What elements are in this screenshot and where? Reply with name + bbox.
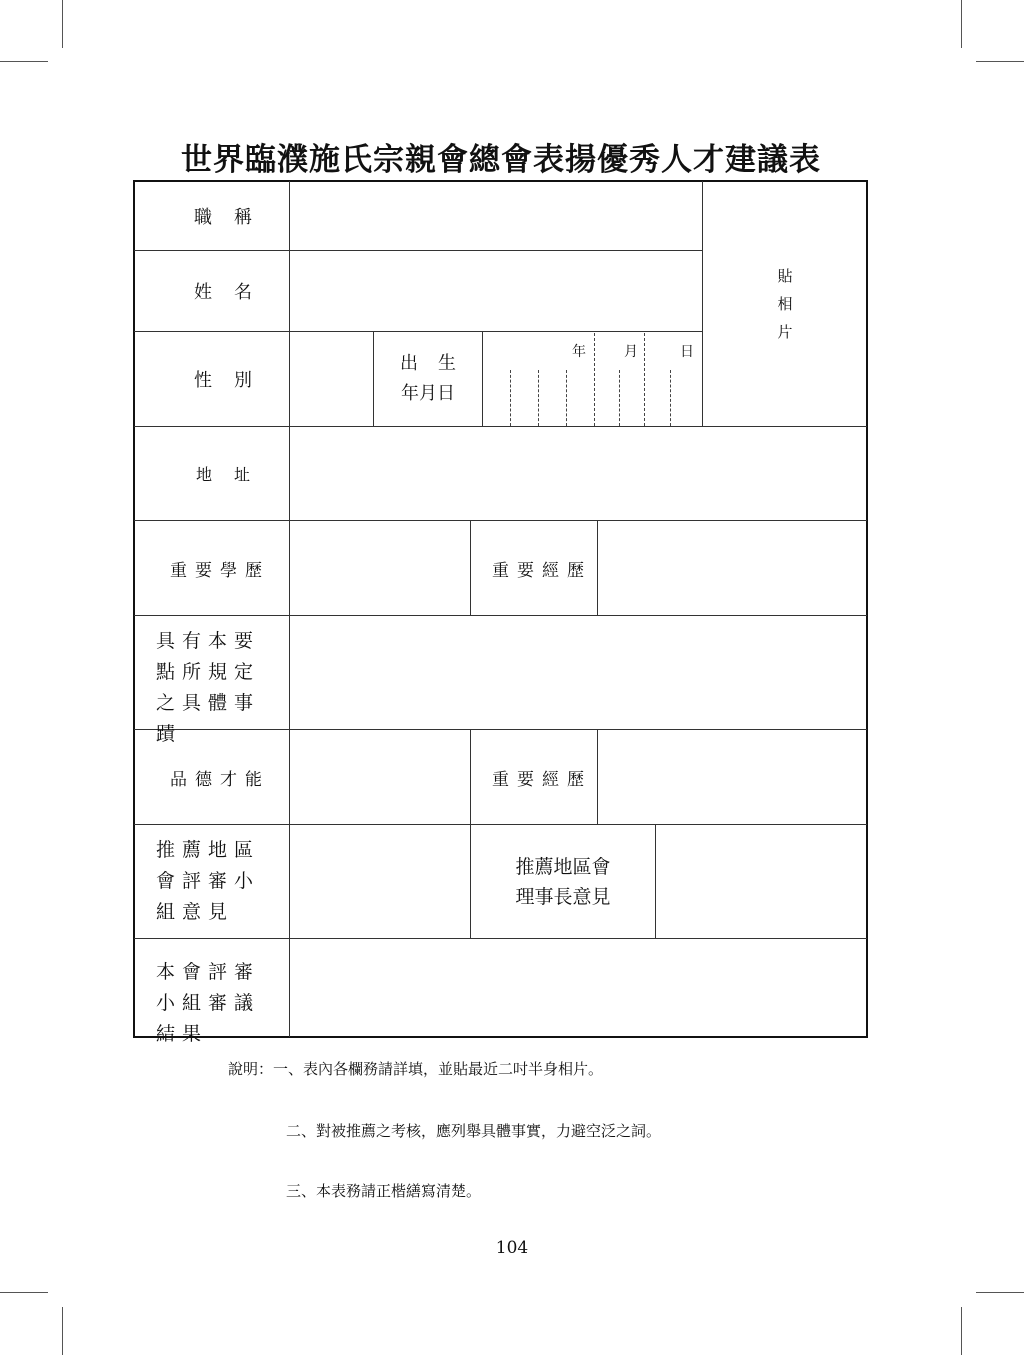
address-label: 地址 — [195, 465, 272, 484]
page-number: 104 — [495, 1238, 529, 1258]
gender-field[interactable] — [290, 332, 373, 426]
regional-chair-label-line2: 理事長意見 — [515, 885, 611, 908]
crop-mark — [62, 1307, 63, 1355]
character-label: 品德才能 — [170, 769, 270, 790]
column-divider — [482, 331, 483, 426]
date-digit-guide — [619, 370, 620, 426]
crop-mark — [961, 1307, 962, 1355]
regional-review-field[interactable] — [290, 825, 470, 938]
regional-review-label: 推薦地區會評審小組意見 — [156, 839, 261, 923]
date-digit-guide — [566, 370, 567, 426]
character-field[interactable] — [290, 730, 470, 824]
deeds-field[interactable] — [290, 616, 867, 729]
year-label: 年 — [572, 344, 586, 360]
date-digit-guide — [644, 333, 645, 426]
birth-label-line2: 年月日 — [401, 383, 455, 404]
regional-chair-field[interactable] — [656, 825, 867, 938]
crop-mark — [976, 61, 1024, 62]
note-line-1: 說明：一、表內各欄務請詳填，並貼最近二吋半身相片。 — [228, 1060, 604, 1078]
regional-chair-label-line1: 推薦地區會 — [515, 855, 611, 878]
experience-label-2: 重要經歷 — [492, 769, 592, 790]
month-label: 月 — [624, 344, 638, 360]
experience-field[interactable] — [598, 521, 867, 615]
education-field[interactable] — [290, 521, 470, 615]
crop-mark — [0, 1292, 48, 1293]
regional-chair-label — [471, 825, 655, 938]
name-field[interactable] — [290, 251, 702, 331]
crop-mark — [0, 61, 48, 62]
experience-label: 重要經歷 — [492, 560, 592, 581]
date-digit-guide — [510, 370, 511, 426]
education-label: 重要學歷 — [170, 560, 270, 581]
photo-label: 貼相片 — [777, 267, 793, 341]
note-line-3: 三、本表務請正楷繕寫清楚。 — [286, 1182, 482, 1200]
final-result-field[interactable] — [290, 939, 867, 1036]
address-field[interactable] — [290, 427, 867, 520]
birth-label-line1: 出生 — [400, 353, 476, 374]
note-line-2: 二、對被推薦之考核，應列舉具體事實，力避空泛之詞。 — [286, 1122, 662, 1140]
job-title-field[interactable] — [290, 181, 702, 250]
crop-mark — [976, 1292, 1024, 1293]
column-divider — [702, 181, 703, 426]
date-digit-guide — [538, 370, 539, 426]
page-title: 世界臨濮施氏宗親會總會表揚優秀人才建議表 — [181, 142, 821, 178]
day-label: 日 — [680, 344, 694, 360]
gender-label: 性別 — [194, 370, 274, 391]
name-label: 姓名 — [194, 282, 274, 303]
date-digit-guide — [670, 370, 671, 426]
date-digit-guide — [594, 333, 595, 426]
final-result-label: 本會評審小組審議結果 — [156, 961, 261, 1045]
crop-mark — [62, 0, 63, 48]
deeds-label: 具有本要點所規定之具體事蹟 — [156, 630, 261, 745]
experience-field-2[interactable] — [598, 730, 867, 824]
crop-mark — [961, 0, 962, 48]
birth-label — [374, 332, 482, 426]
job-title-label: 職稱 — [194, 206, 274, 228]
